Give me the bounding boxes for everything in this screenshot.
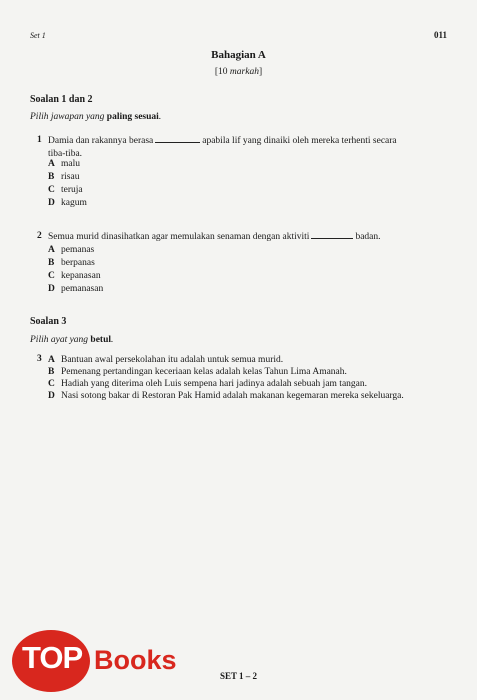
option-q3-c[interactable]: C Hadiah yang diterima oleh Luis sempena hari jadinya adalah sebuah jam tangan. <box>48 379 368 389</box>
section-title: Bahagian A <box>211 49 266 61</box>
bleed-through-text <box>150 325 157 353</box>
section-marks: [10 markah] <box>214 67 263 77</box>
question-group-heading: Soalan 1 dan 2 <box>30 94 93 105</box>
answer-blank <box>311 231 353 239</box>
question-text: Damia dan rakannya berasa apabila lif yang dinaiki oleh mereka terhenti secara tiba-tiba. <box>48 136 397 159</box>
question-instruction: Pilih ayat yang betul. <box>30 335 114 345</box>
question-group-heading: Soalan 3 <box>30 316 67 327</box>
question-instruction: Pilih jawapan yang paling sesuai. <box>30 112 162 122</box>
page-footer: SET 1 – 2 <box>219 671 258 681</box>
page-code: 011 <box>433 30 447 40</box>
option-q2-a[interactable]: A pemanas <box>48 245 95 255</box>
logo-top-text: TOP <box>22 640 83 675</box>
question-number: 2 <box>37 231 42 241</box>
option-q1-b[interactable]: B risau <box>48 172 80 182</box>
question-number: 1 <box>37 135 42 145</box>
option-q2-b[interactable]: B berpanas <box>48 258 95 268</box>
option-q1-d[interactable]: D kagum <box>48 198 87 208</box>
option-q2-c[interactable]: C kepanasan <box>48 271 101 281</box>
option-q3-a[interactable]: A Bantuan awal persekolahan itu adalah untuk semua murid. <box>48 355 284 365</box>
option-q1-a[interactable]: A malu <box>48 159 80 169</box>
question-number: 3 <box>37 354 42 364</box>
option-q1-c[interactable]: C teruja <box>48 185 83 195</box>
question-text: Semua murid dinasihatkan agar memulakan senaman dengan aktiviti badan. <box>48 232 381 242</box>
logo-books-text: Books <box>94 645 177 675</box>
topbooks-logo <box>12 630 182 692</box>
option-q3-d[interactable]: D Nasi sotong bakar di Restoran Pak Hamid adalah makanan kegemaran mereka sekeluarga. <box>48 391 404 401</box>
option-q2-d[interactable]: D pemanasan <box>48 284 104 294</box>
set-label: Set 1 <box>30 31 46 40</box>
option-q3-b[interactable]: B Pemenang pertandingan keceriaan kelas adalah kelas Tahun Lima Amanah. <box>48 367 347 377</box>
answer-blank <box>155 135 200 143</box>
